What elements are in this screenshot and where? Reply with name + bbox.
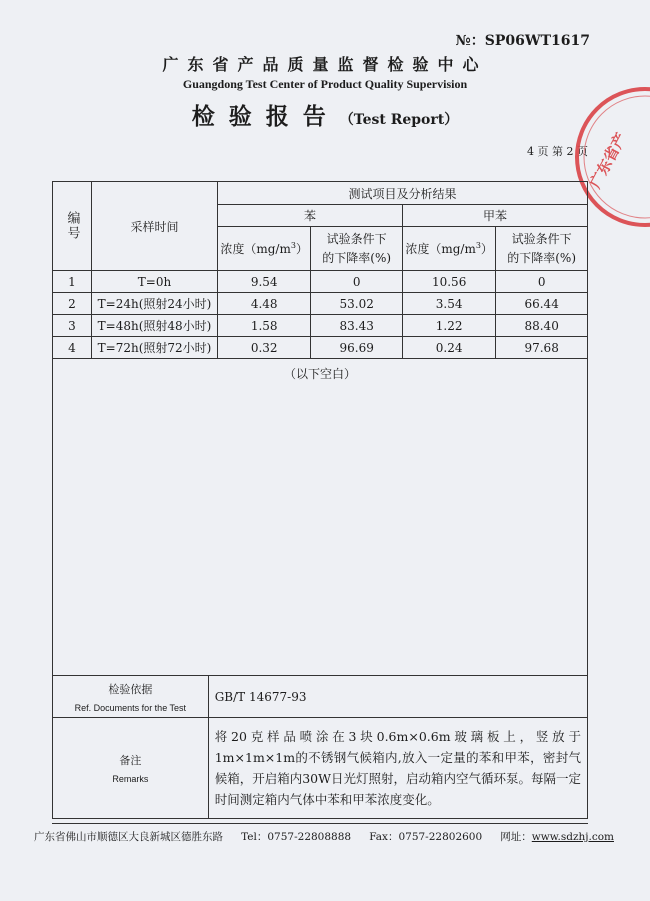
row-toluene-rate: 0 — [496, 271, 588, 293]
info-table — [52, 675, 588, 819]
basis-label — [53, 676, 209, 718]
row-benzene-rate: 83.43 — [311, 315, 403, 337]
seal-text: 广东省产 — [586, 129, 631, 192]
table-row — [53, 337, 588, 359]
row-benzene-conc: 4.48 — [218, 293, 311, 315]
footer-tel: Tel：0757-22808888 — [241, 831, 352, 843]
header-toluene: 甲苯 — [403, 205, 588, 227]
row-benzene-conc: 9.54 — [218, 271, 311, 293]
results-table — [52, 181, 588, 675]
row-benzene-rate: 53.02 — [311, 293, 403, 315]
remarks-label-en: Remarks — [112, 774, 149, 784]
footer-fax: Fax：0757-22802600 — [369, 831, 483, 843]
report-title-en: （Test Report） — [339, 112, 459, 128]
row-toluene-rate: 66.44 — [496, 293, 588, 315]
row-toluene-rate: 97.68 — [496, 337, 588, 359]
header-benzene-conc: 浓度$(mg/m^3)$ — [218, 227, 311, 271]
center-name-cn: 广东省产品质量监督检验中心 — [162, 55, 488, 74]
row-no: 4 — [53, 337, 92, 359]
footer — [34, 829, 614, 844]
footer-address: 广东省佛山市顺德区大良新城区德胜东路 — [34, 831, 223, 843]
row-toluene-conc: 3.54 — [403, 293, 496, 315]
remarks-label — [53, 718, 209, 819]
remarks-label-cn: 备注 — [119, 754, 142, 767]
row-benzene-rate: 96.69 — [311, 337, 403, 359]
row-toluene-conc: 0.24 — [403, 337, 496, 359]
row-time: T=24h(照射24小时) — [92, 293, 218, 315]
row-time: T=72h(照射72小时) — [92, 337, 218, 359]
report-number: №：SP06WT1617 — [455, 33, 590, 49]
blank-note: （以下空白） — [53, 359, 588, 676]
row-benzene-conc: 1.58 — [218, 315, 311, 337]
report-title-cn: 检验报告 — [191, 103, 340, 130]
header-sampling-time: 采样时间 — [92, 182, 218, 271]
row-no: 1 — [53, 271, 92, 293]
table-row — [53, 293, 588, 315]
row-benzene-rate: 0 — [311, 271, 403, 293]
page-info: 4 页 第 2 页 — [527, 145, 588, 158]
header-no: 编号 — [53, 182, 92, 271]
header-results: 测试项目及分析结果 — [218, 182, 588, 205]
header-toluene-rate: 试验条件下 的下降率(%) — [496, 227, 588, 271]
row-benzene-conc: 0.32 — [218, 337, 311, 359]
row-time: T=48h(照射48小时) — [92, 315, 218, 337]
remarks-text: 将20克样品喷涂在3块0.6m×0.6m玻璃板上，竖放于1m×1m×1m的不锈钢气候箱内,放入一定量的苯和甲苯，密封气候箱，开启箱内30W日光灯照射，启动箱内空气循环泵。每隔一定时间测定箱内气体中苯和甲苯浓度变化。 — [208, 718, 587, 819]
row-no: 3 — [53, 315, 92, 337]
row-toluene-rate: 88.40 — [496, 315, 588, 337]
header-toluene-conc: 浓度$(mg/m^3)$ — [403, 227, 496, 271]
basis-value: GB/T 14677-93 — [208, 676, 587, 718]
basis-label-cn: 检验依据 — [108, 682, 153, 696]
table-row — [53, 315, 588, 337]
website-link[interactable]: www.sdzhj.com — [531, 831, 614, 843]
basis-label-en: Ref. Documents for the Test — [74, 702, 187, 713]
footer-divider — [52, 823, 588, 824]
footer-website: 网址：www.sdzhj.com — [500, 831, 614, 843]
row-time: T=0h — [92, 271, 218, 293]
header-benzene-rate: 试验条件下 的下降率(%) — [311, 227, 403, 271]
report-title — [0, 98, 650, 131]
center-name-en: Guangdong Test Center of Product Quality Supervision — [182, 77, 468, 91]
table-row — [53, 271, 588, 293]
row-toluene-conc: 1.22 — [403, 315, 496, 337]
header-benzene: 苯 — [218, 205, 403, 227]
row-no: 2 — [53, 293, 92, 315]
row-toluene-conc: 10.56 — [403, 271, 496, 293]
